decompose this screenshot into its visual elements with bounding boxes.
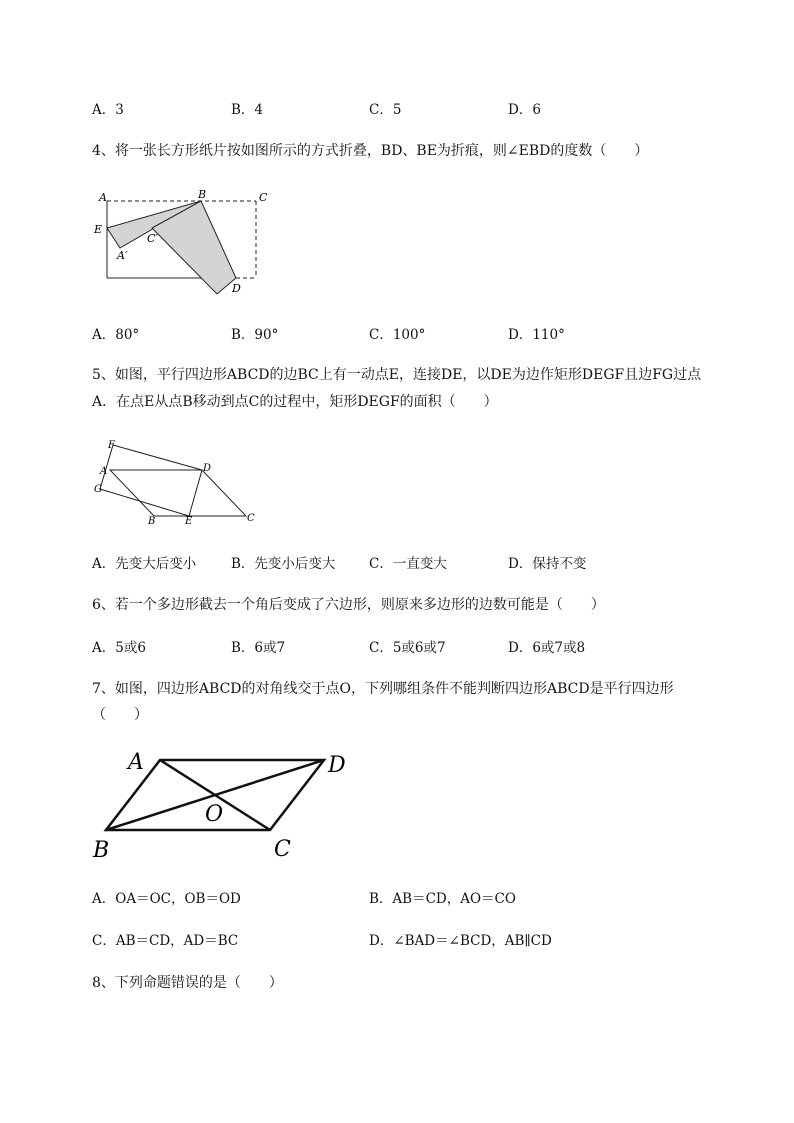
q7-option-b[interactable]: B．AB＝CD，AO＝CO [369,891,516,907]
q7-text-line1: 7、如图，四边形ABCD的对角线交于点O，下列哪组条件不能判断四边形ABCD是平行四边形 [92,681,674,697]
q7-label-o: O [205,802,224,827]
q4-label-c: C [259,191,268,204]
q5-option-c[interactable]: C．一直变大 [369,556,447,572]
q6-option-d[interactable]: D．6或7或8 [508,640,586,656]
q7-figure [88,742,358,867]
q4-option-a[interactable]: A．80° [92,327,140,343]
q7-option-c[interactable]: C．AB＝CD，AD＝BC [92,933,239,949]
q5-figure [88,436,268,530]
q4-option-c[interactable]: C．100° [369,327,426,343]
q4-label-c-prime: C′ [147,232,158,245]
q5-label-b: B [148,516,156,527]
q5-option-b[interactable]: B．先变小后变大 [231,556,336,572]
q4-label-a-prime: A′ [117,249,128,262]
q4-label-e: E [94,223,103,236]
q5-rectangle [100,445,202,516]
q7-label-c: C [274,837,291,862]
q5-label-a: A [100,466,108,477]
q6-option-a[interactable]: A．5或6 [92,640,146,656]
q4-text: 4、将一张长方形纸片按如图所示的方式折叠，BD、BE为折痕，则∠EBD的度数（ ） [92,143,649,159]
q5-option-a[interactable]: A．先变大后变小 [92,556,197,572]
q7-label-b: B [93,838,110,863]
q8-text: 8、下列命题错误的是（ ） [92,975,283,991]
q4-label-b: B [198,188,207,201]
q5-label-e: E [185,516,193,527]
q3-option-c[interactable]: C．5 [369,102,402,118]
q4-label-d: D [232,282,241,295]
q5-label-c: C [247,513,255,524]
q4-figure [85,182,285,300]
q5-label-g: G [94,484,102,495]
q7-option-a[interactable]: A．OA＝OC，OB＝OD [92,891,241,907]
q5-label-d: D [203,463,212,474]
q4-option-b[interactable]: B．90° [231,327,279,343]
q6-text: 6、若一个多边形截去一个角后变成了六边形，则原来多边形的边数可能是（ ） [92,597,605,613]
q5-parallelogram [110,470,246,516]
q5-label-f: F [108,440,115,451]
q6-option-c[interactable]: C．5或6或7 [369,640,446,656]
q5-text-line2: A．在点E从点B移动到点C的过程中，矩形DEGF的面积（ ） [92,394,498,410]
q4-option-d[interactable]: D．110° [508,327,565,343]
q3-option-a[interactable]: A．3 [92,102,124,118]
q5-option-d[interactable]: D．保持不变 [508,556,587,572]
q6-option-b[interactable]: B．6或7 [231,640,286,656]
q7-text-line2: （ ） [92,707,148,723]
q7-option-d[interactable]: D．∠BAD＝∠BCD，AB∥CD [369,933,552,949]
q3-option-d[interactable]: D．6 [508,102,541,118]
q7-label-d: D [328,753,346,778]
q4-label-a: A [99,191,107,204]
q7-label-a: A [128,750,144,775]
q5-text-line1: 5、如图，平行四边形ABCD的边BC上有一动点E，连接DE，以DE为边作矩形DEGF且边FG过点 [92,367,702,383]
q3-option-b[interactable]: B．4 [231,102,264,118]
